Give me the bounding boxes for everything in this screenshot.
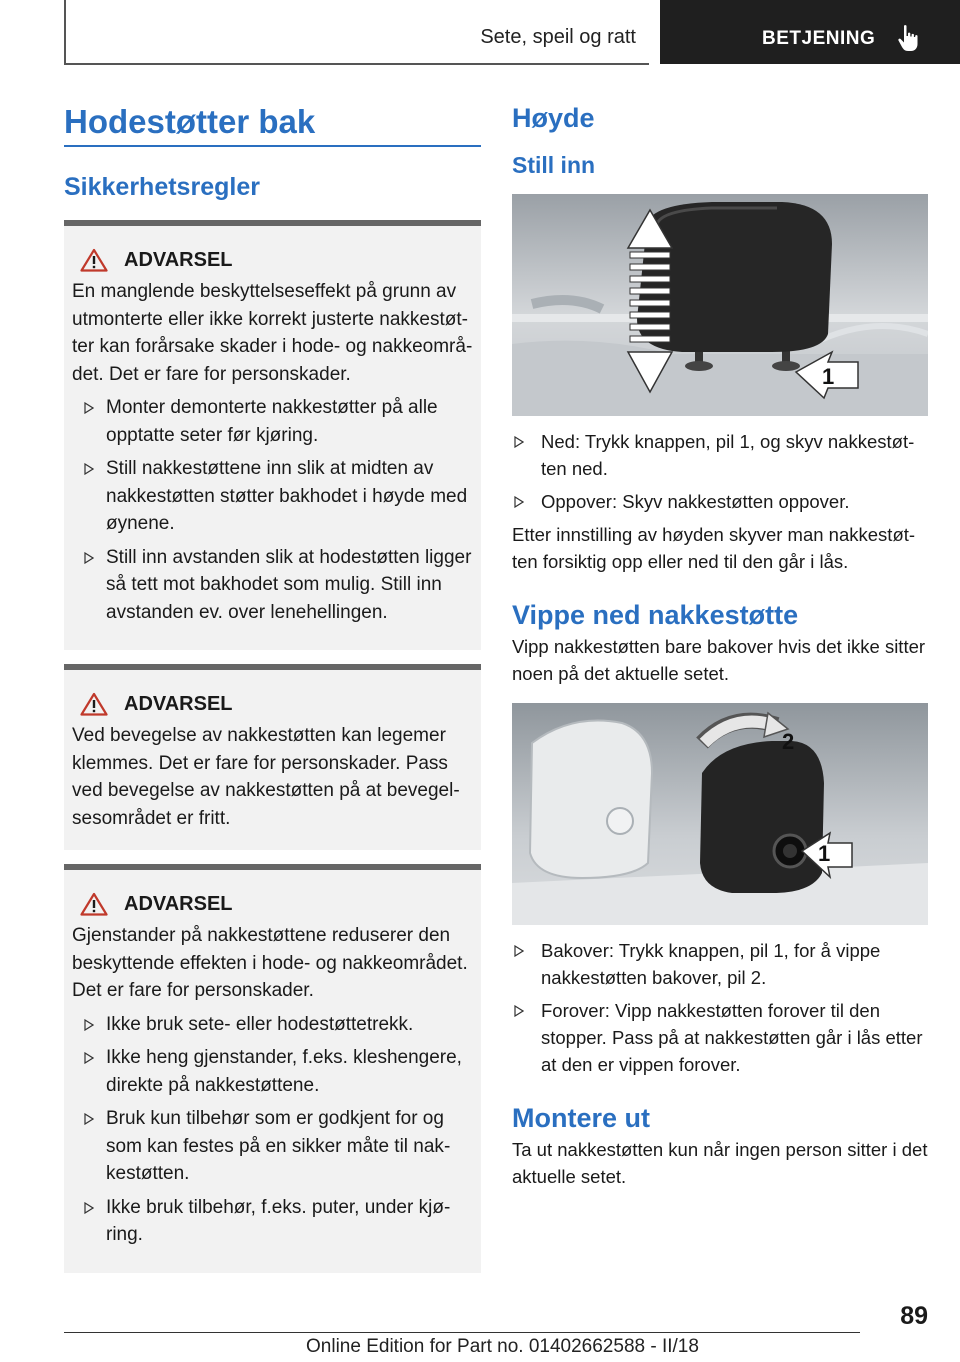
header-rule-vertical — [64, 0, 66, 64]
tilt-text: Vipp nakkestøtten bare bakover hvis det ikke sitter noen på det aktuelle setet. — [512, 636, 926, 684]
header-chapter-tab[interactable] — [660, 0, 960, 64]
section-heading-remove: Montere ut — [512, 1103, 650, 1133]
list-item: Ned: Trykk knappen, pil 1, og skyv nakkestøtten ned. — [512, 428, 928, 482]
warning-box-3 — [64, 864, 481, 1273]
warning-label: ADVARSEL — [124, 692, 233, 715]
triangle-bullet-icon — [84, 1052, 94, 1064]
triangle-bullet-icon — [84, 402, 94, 414]
triangle-bullet-icon — [514, 436, 524, 448]
triangle-bullet-icon — [514, 945, 524, 957]
warning-label: ADVARSEL — [124, 892, 233, 915]
footer-edition: Online Edition for Part no. 01402662588 - II/18 — [306, 1336, 699, 1357]
list-item: Bakover: Trykk knappen, pil 1, for å vippe nakkestøtten bakover, pil 2. — [512, 937, 928, 991]
list-item: Still nakkestøttene inn slik at midten av nakkestøtten støtter bakhodet i høyde med øynene. — [72, 455, 473, 538]
list-item: Forover: Vipp nakkestøtten forover til den stopper. Pass på at nakkestøtten går i lås etter at den er vippen forover. — [512, 997, 928, 1078]
hand-pointer-icon — [896, 24, 920, 52]
left-column — [64, 100, 481, 1273]
warning-triangle-icon — [80, 692, 108, 716]
list-item: Oppover: Skyv nakkestøtten oppover. — [512, 488, 928, 515]
subheading-adjust: Still inn — [512, 152, 596, 178]
list-item: Still inn avstanden slik at hodestøtten ligger så tett mot bakhodet som mulig. Still inn avstanden ev. over lenehellingen. — [72, 544, 473, 627]
warning-text: Gjenstander på nakkestøttene reduserer den beskyttende effekten i hode- og nakkeområdet. Det er fare for personskader. — [72, 925, 468, 1001]
headrest-height-illustration — [512, 194, 928, 416]
section-heading-safety: Sikkerhetsregler — [64, 173, 260, 201]
triangle-bullet-icon — [84, 1113, 94, 1125]
header-chapter-label: BETJENING — [762, 28, 876, 49]
triangle-bullet-icon — [84, 552, 94, 564]
list-item: Bruk kun tilbehør som er godkjent for og som kan festes på en sikker måte til nakkestøtten. — [72, 1105, 473, 1188]
warning-label: ADVARSEL — [124, 248, 233, 271]
tilt-bullet-list — [512, 937, 928, 1078]
triangle-bullet-icon — [84, 1202, 94, 1214]
adjust-bullet-list — [512, 428, 928, 515]
remove-text: Ta ut nakkestøtten kun når ingen person sitter i det aktuelle setet. — [512, 1139, 928, 1187]
list-item: Ikke bruk sete- eller hodestøttetrekk. — [72, 1011, 473, 1039]
illustration-headrest-height — [512, 194, 928, 416]
illustration-headrest-tilt — [512, 703, 928, 925]
warning-header — [80, 692, 473, 716]
header-section-title: Sete, speil og ratt — [480, 26, 636, 48]
callout-1-label: 1 — [818, 841, 831, 866]
warning-box-2 — [64, 664, 481, 850]
callout-2-label: 2 — [782, 729, 795, 754]
header-rule-horizontal — [64, 63, 649, 65]
list-item: Ikke heng gjenstander, f.eks. kleshengere, direkte på nakkestøttene. — [72, 1044, 473, 1099]
warning-box-1 — [64, 220, 481, 650]
triangle-bullet-icon — [514, 496, 524, 508]
list-item: Ikke bruk tilbehør, f.eks. puter, under kjøring. — [72, 1194, 473, 1249]
section-heading-height: Høyde — [512, 103, 595, 133]
triangle-bullet-icon — [84, 1019, 94, 1031]
page-title: Hodestøtter bak — [64, 100, 481, 147]
page-number: 89 — [900, 1302, 928, 1330]
warning-header — [80, 248, 473, 272]
warning-bullet-list — [72, 1011, 473, 1249]
warning-header — [80, 892, 473, 916]
triangle-bullet-icon — [514, 1005, 524, 1017]
list-item: Monter demonterte nakkestøtter på alle opptatte seter før kjøring. — [72, 394, 473, 449]
callout-1-label: 1 — [822, 364, 835, 389]
footer-rule — [64, 1332, 860, 1333]
headrest-tilt-illustration — [512, 703, 928, 925]
warning-bullet-list — [72, 394, 473, 626]
adjust-note: Etter innstilling av høyden skyver man nakkestøtten forsiktig opp eller ned til den går i lås. — [512, 524, 916, 572]
triangle-bullet-icon — [84, 463, 94, 475]
right-column — [512, 100, 928, 1190]
section-heading-tilt: Vippe ned nakkestøtte — [512, 600, 799, 630]
warning-triangle-icon — [80, 248, 108, 272]
warning-triangle-icon — [80, 892, 108, 916]
warning-text: Ved bevegelse av nakkestøtten kan legemer klemmes. Det er fare for personskader. Pass ved bevegelse av nakkestøtten på at bevegelsesområdet er fritt. — [72, 725, 460, 829]
warning-text: En manglende beskyttelseseffekt på grunn av utmonterte eller ikke korrekt justerte nakkestøtter kan forårsake skader i hode- og nakkeområdet. Det er fare for personskader. — [72, 281, 473, 385]
